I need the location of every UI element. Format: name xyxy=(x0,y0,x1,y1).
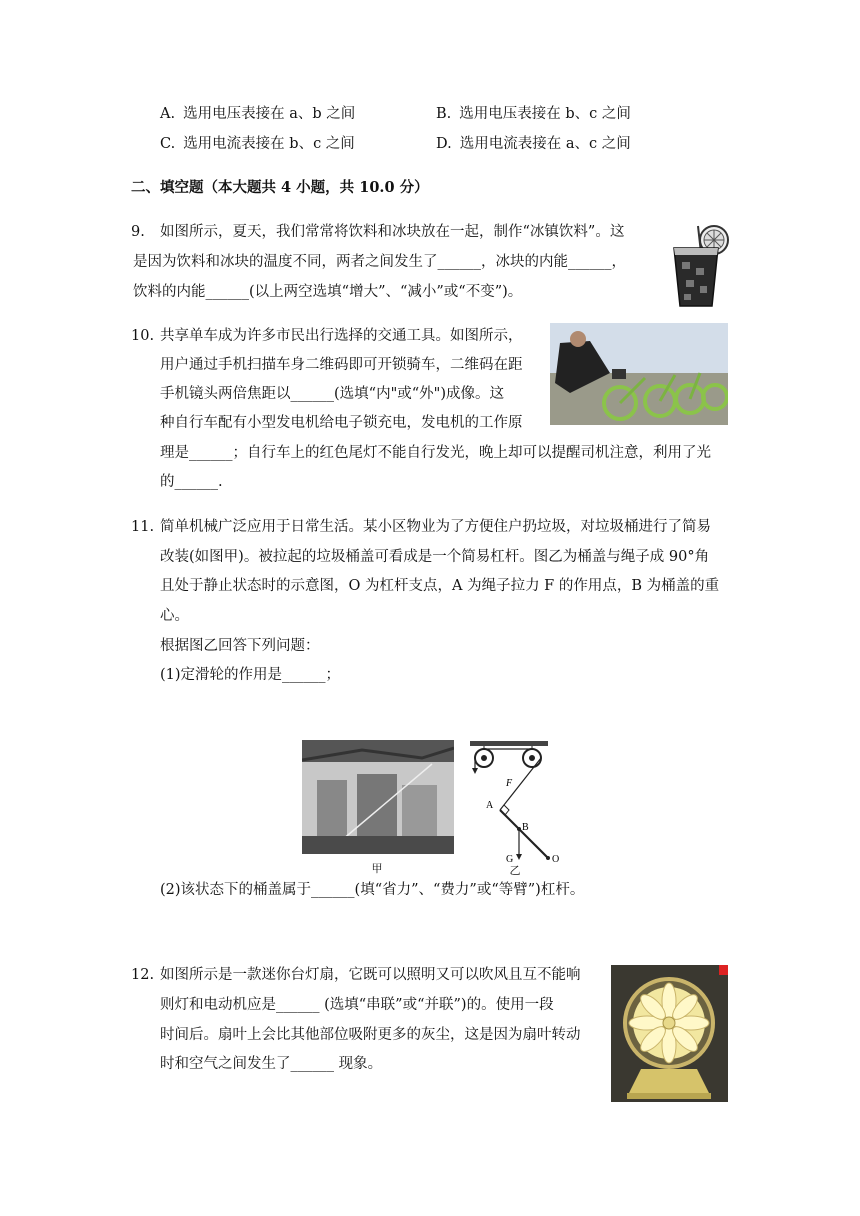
label-f: F xyxy=(506,778,513,789)
q12-number: 12. xyxy=(131,967,155,983)
q12-line-3: 时间后。扇叶上会比其他部位吸附更多的灰尘，这是因为扇叶转动 xyxy=(160,1027,581,1043)
q11-sub2: (2)该状态下的桶盖属于______(填“省力”、“费力”或“等臂”)杠杆。 xyxy=(160,882,585,898)
option-c xyxy=(160,134,355,154)
q11-sub1: (1)定滑轮的作用是______； xyxy=(160,667,341,683)
option-a xyxy=(160,104,355,124)
label-o: O xyxy=(552,854,560,865)
caption-yi: 乙 xyxy=(509,864,521,877)
label-b: B xyxy=(522,822,529,833)
q10-line-2: 用户通过手机扫描车身二维码即可开锁骑车，二维码在距 xyxy=(160,357,523,373)
option-d xyxy=(436,134,631,154)
q9-line-1: 如图所示，夏天，我们常常将饮料和冰块放在一起，制作“冰镇饮料”。这 xyxy=(160,224,625,240)
option-d-text: 选用电流表接在 a、c 之间 xyxy=(459,136,631,152)
q10-line-6: 的______. xyxy=(160,474,223,490)
q11-number: 11. xyxy=(131,519,155,535)
q9-line-2: 是因为饮料和冰块的温度不同，两者之间发生了______，冰块的内能______， xyxy=(133,254,626,270)
q12-line-2: 则灯和电动机应是______ (选填“串联”或“并联”)的。使用一段 xyxy=(160,997,554,1013)
lamp-fan-photo xyxy=(611,965,728,1102)
q9-line-3: 饮料的内能______(以上两空选填“增大”、“减小”或“不变”)。 xyxy=(133,284,523,300)
q9-number: 9. xyxy=(131,224,145,240)
trash-can-photo xyxy=(302,740,454,854)
q11-line-2: 改装(如图甲)。被拉起的垃圾桶盖可看成是一个简易杠杆。图乙为桶盖与绳子成 90°角 xyxy=(160,549,710,565)
option-c-text: 选用电流表接在 b、c 之间 xyxy=(183,136,355,152)
q10-line-4: 种自行车配有小型发电机给电子锁充电，发电机的工作原 xyxy=(160,415,523,431)
caption-jia: 甲 xyxy=(371,862,383,875)
q10-number: 10. xyxy=(131,328,155,344)
section-title: 二、填空题（本大题共 4 小题，共 10.0 分） xyxy=(131,179,429,196)
option-b-label: B. xyxy=(436,106,452,122)
option-b-text: 选用电压表接在 b、c 之间 xyxy=(459,106,631,122)
q10-line-5: 理是______；自行车上的红色尾灯不能自行发光，晚上却可以提醒司机注意，利用了光 xyxy=(160,445,711,461)
q11-prompt: 根据图乙回答下列问题： xyxy=(160,638,320,654)
shared-bike-photo xyxy=(550,323,728,425)
option-a-label: A. xyxy=(160,106,176,122)
option-a-text: 选用电压表接在 a、b 之间 xyxy=(183,106,356,122)
option-b xyxy=(436,104,631,124)
q11-line-4: 心。 xyxy=(160,608,189,624)
option-c-label: C. xyxy=(160,136,176,152)
q11-line-1: 简单机械广泛应用于日常生活。某小区物业为了方便住户扔垃圾，对垃圾桶进行了简易 xyxy=(160,519,711,535)
q12-line-4: 时和空气之间发生了______ 现象。 xyxy=(160,1056,383,1072)
q12-line-1: 如图所示是一款迷你台灯扇，它既可以照明又可以吹风且互不能响 xyxy=(160,967,581,983)
option-d-label: D. xyxy=(436,136,452,152)
label-a: A xyxy=(486,800,494,811)
q10-line-3: 手机镜头两倍焦距以______(选填“内"或“外")成像。这 xyxy=(160,386,504,402)
label-g: G xyxy=(506,854,514,865)
q11-line-3: 且处于静止状态时的示意图，O 为杠杆支点，A 为绳子拉力 F 的作用点，B 为桶盖的重 xyxy=(160,578,720,594)
q10-line-1: 共享单车成为许多市民出行选择的交通工具。如图所示， xyxy=(160,328,523,344)
lever-diagram xyxy=(466,738,568,874)
iced-drink-image xyxy=(668,222,732,308)
